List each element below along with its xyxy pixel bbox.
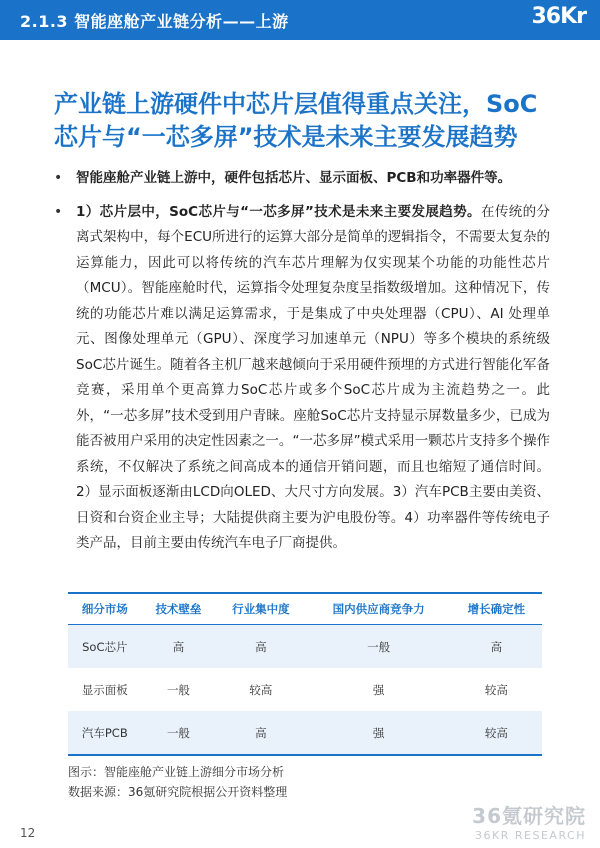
table-cell: 显示面板 <box>81 682 128 697</box>
bullet-bold-text: 智能座舱产业链上游中，硬件包括芯片、显示面板、PCB和功率器件等。 <box>76 170 512 186</box>
table-row <box>68 625 542 669</box>
page-number: 12 <box>20 826 36 840</box>
table-cell: 高 <box>142 625 216 669</box>
table-row <box>68 668 542 711</box>
table-cell: 强 <box>372 682 385 697</box>
table-cell: 高 <box>215 711 306 755</box>
table-cell: 强 <box>307 711 451 755</box>
watermark-main: 36氪研究院 <box>472 804 586 828</box>
figure-caption <box>68 762 287 802</box>
table-row <box>68 711 542 755</box>
bullet-list <box>54 166 550 565</box>
headline-line-1: 产业链上游硬件中芯片层值得重点关注，SoC <box>54 90 538 118</box>
bullet-body-text: 在传统的分离式架构中，每个ECU所进行的运算大部分是简单的逻辑指令，不需要太复杂的运算能力，因此可以将传统的汽车芯片理解为仅实现某个功能的功能性芯片（MCU）。智能座舱时代，运算指令处理复杂度呈指数级增加。这种情况下，传统的功能芯片难以满足运算需求，于是集成了中央处理器（CPU）、AI 处理单元、图像处理单元（GPU）、深度学习加速单元（NPU）等多个模块的系统级SoC芯片诞生。随着各主机厂越来越倾向于采用硬件预埋的方式进行智能化军备竞赛，采用单个更高算力SoC芯片或多个SoC芯片成为主流趋势之一。此外，“一芯多屏”技术受到用户青睐。座舱SoC芯片支持显示屏数量多少，已成为能否被用户采用的决定性因素之一。“一芯多屏”模式采用一颗芯片支持多个操作系统，不仅解决了系统之间高成本的通信开销问题，而且也缩短了通信时间。2）显示面板逐渐由LCD向OLED、大尺寸方向发展。3）汽车PCB主要由美资、日资和台资企业主导；大陆提供商主要为沪电股份等。4）功率器件等传统电子类产品，目前主要由传统汽车电子厂商提供。 <box>76 203 551 551</box>
table-cell: 一般 <box>142 711 216 755</box>
table-cell: 较高 <box>249 682 273 697</box>
table-cell: 较高 <box>451 711 542 755</box>
table-header-cell: 增长确定性 <box>451 593 542 625</box>
watermark-sub: 36KR RESEARCH <box>475 829 586 842</box>
data-source: 数据来源：36氪研究院根据公开资料整理 <box>68 785 288 799</box>
bullet-bold-text: 1）芯片层中，SoC芯片与“一芯多屏”技术是未来主要发展趋势。 <box>76 203 481 220</box>
table-cell: 一般 <box>166 682 190 697</box>
bullet-item <box>54 166 550 192</box>
table-cell: 高 <box>215 625 306 669</box>
bullet-item <box>54 200 550 557</box>
table-header-row <box>68 593 542 625</box>
brand-logo: 36Kr <box>531 4 586 29</box>
table-header-cell: 技术壁垒 <box>142 593 216 625</box>
table-cell: 高 <box>451 625 542 669</box>
table-cell: 较高 <box>484 682 508 697</box>
table-header-cell: 行业集中度 <box>215 593 306 625</box>
market-analysis-table <box>68 592 542 756</box>
table-cell: 一般 <box>307 625 451 669</box>
section-title: 2.1.3 智能座舱产业链分析——上游 <box>20 12 289 31</box>
page-headline <box>54 88 554 154</box>
headline-line-2: 芯片与“一芯多屏”技术是未来主要发展趋势 <box>54 123 518 151</box>
bullet-dot-icon: • <box>54 203 63 220</box>
table-cell: 汽车PCB <box>68 711 142 755</box>
table-cell: SoC芯片 <box>68 625 142 669</box>
table-header-cell: 细分市场 <box>68 593 142 625</box>
figure-title: 图示：智能座舱产业链上游细分市场分析 <box>68 765 285 779</box>
bullet-dot-icon: • <box>54 170 63 186</box>
watermark-logo <box>472 800 586 842</box>
table-header-cell: 国内供应商竞争力 <box>307 593 451 625</box>
header-bar <box>0 0 600 40</box>
